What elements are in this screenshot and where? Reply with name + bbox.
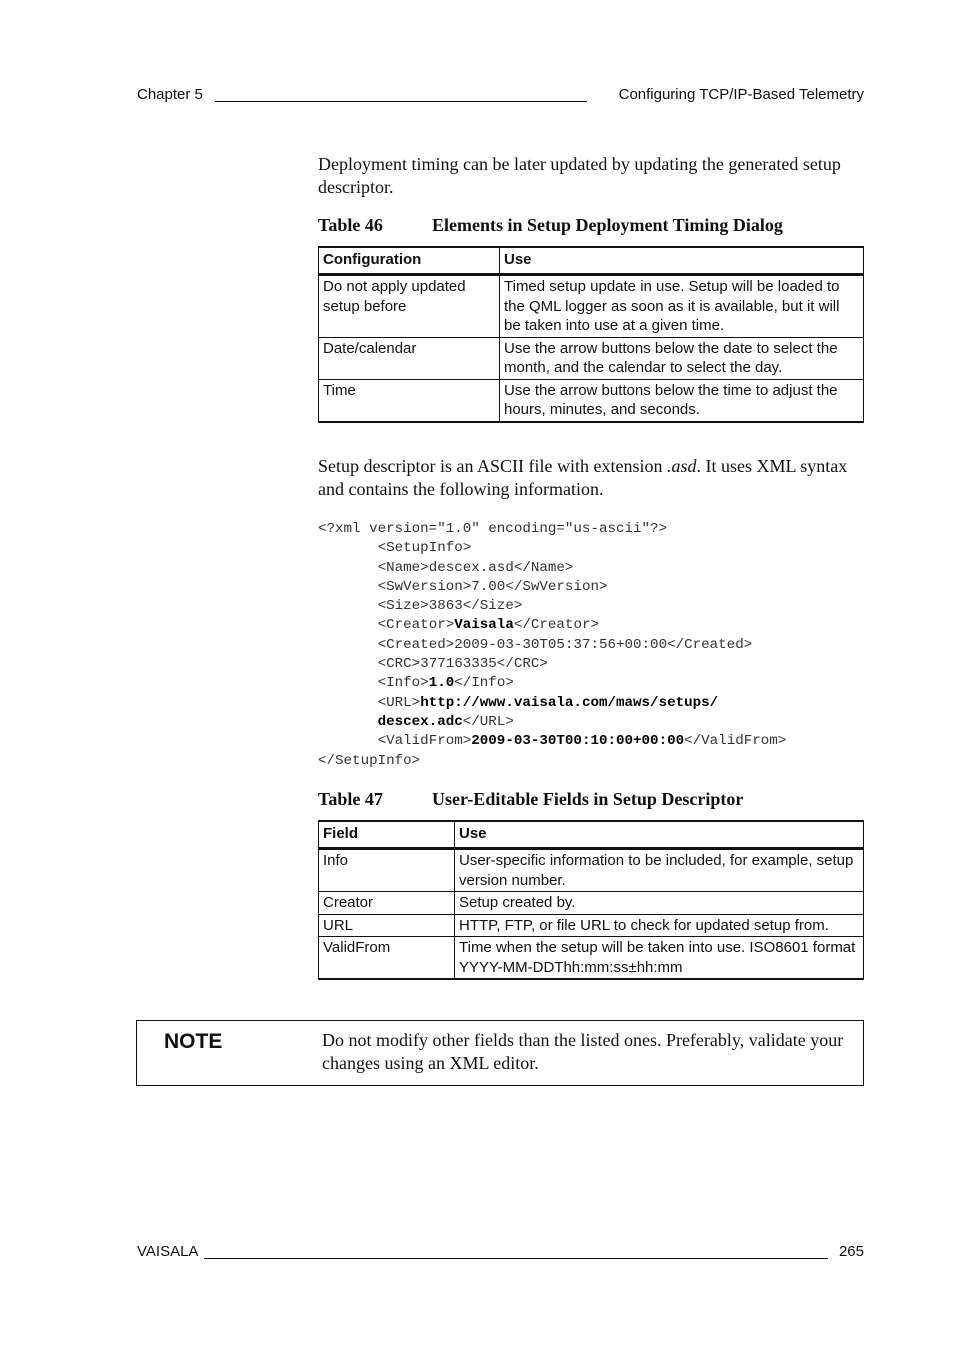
page-footer (137, 1243, 864, 1263)
note-box (136, 1020, 864, 1086)
code-line: <Created>2009-03-30T05:37:56+00:00</Created> (377, 636, 753, 653)
table-cell: Use the arrow buttons below the date to select the month, and the calendar to select the day. (500, 337, 864, 379)
table-row (319, 914, 864, 937)
code-line: <Size>3863</Size> (377, 598, 523, 615)
code-value: 1.0 (428, 675, 455, 692)
code-line: <CRC>377163335</CRC> (377, 656, 548, 673)
descriptor-text-after: . It uses XML syntax and contains the following information. (318, 456, 848, 499)
code-line: <SetupInfo> (377, 540, 472, 557)
table47-caption (318, 789, 743, 810)
table-cell: Use the arrow buttons below the time to adjust the hours, minutes, and seconds. (500, 379, 864, 422)
table-cell: ValidFrom (319, 937, 455, 980)
table46-number: Table 46 (318, 215, 383, 235)
xml-code-block (318, 520, 786, 771)
footer-rule (204, 1258, 828, 1259)
note-label: NOTE (164, 1030, 223, 1053)
table-row (319, 275, 864, 338)
code-value: Vaisala (454, 617, 514, 634)
table46-caption (318, 215, 783, 236)
table-cell: URL (319, 914, 455, 937)
table-row (319, 379, 864, 422)
table-cell: Setup created by. (455, 892, 864, 915)
column-header: Use (455, 821, 864, 849)
table-cell: HTTP, FTP, or file URL to check for updated setup from. (455, 914, 864, 937)
table-header-row (319, 821, 864, 849)
code-tag: </ValidFrom> (684, 733, 787, 750)
code-line: <Name>descex.asd</Name> (377, 559, 574, 576)
table46-title: Elements in Setup Deployment Timing Dialog (432, 215, 783, 235)
code-value: descex.adc (377, 713, 463, 730)
column-header: Use (500, 247, 864, 275)
table-header-row (319, 247, 864, 275)
code-line: <SwVersion>7.00</SwVersion> (377, 578, 608, 595)
footer-brand: VAISALA (137, 1243, 199, 1260)
column-header: Configuration (319, 247, 500, 275)
table47-title: User-Editable Fields in Setup Descriptor (432, 789, 744, 809)
code-tag: </Creator> (513, 617, 599, 634)
code-tag: </URL> (462, 713, 514, 730)
code-line: </SetupInfo> (318, 752, 421, 769)
code-tag: <Creator> (377, 617, 455, 634)
code-tag: <URL> (377, 694, 421, 711)
column-header: Field (319, 821, 455, 849)
intro-paragraph: Deployment timing can be later updated by updating the generated setup descriptor. (318, 154, 841, 197)
note-text: Do not modify other fields than the listed ones. Preferably, validate your changes using an XML editor. (322, 1030, 844, 1073)
code-tag: <ValidFrom> (377, 733, 472, 750)
table-row (319, 337, 864, 379)
table-cell: Date/calendar (319, 337, 500, 379)
table-cell: Info (319, 849, 455, 892)
table-row (319, 849, 864, 892)
table-cell: Timed setup update in use. Setup will be loaded to the QML logger as soon as it is available, but it will be taken into use at a given time. (500, 275, 864, 338)
table47 (318, 820, 864, 980)
table47-number: Table 47 (318, 789, 383, 809)
chapter-label: Chapter 5 (137, 86, 203, 103)
code-value: http://www.vaisala.com/maws/setups/ (420, 694, 719, 711)
table-cell: Do not apply updated setup before (319, 275, 500, 338)
page-number: 265 (838, 1243, 864, 1260)
descriptor-paragraph (318, 455, 866, 501)
file-extension: .asd (666, 456, 697, 476)
table-row (319, 937, 864, 980)
table-cell: Time (319, 379, 500, 422)
page-header (137, 86, 864, 106)
header-rule (215, 101, 587, 102)
code-line: <?xml version="1.0" encoding="us-ascii"?> (318, 521, 668, 537)
table-cell: Creator (319, 892, 455, 915)
table-row (319, 892, 864, 915)
code-tag: <Info> (377, 675, 429, 692)
table46 (318, 246, 864, 423)
descriptor-text-before: Setup descriptor is an ASCII file with extension (318, 456, 667, 476)
table-cell: User-specific information to be included, for example, setup version number. (455, 849, 864, 892)
code-value: 2009-03-30T00:10:00+00:00 (471, 733, 685, 750)
code-tag: </Info> (454, 675, 514, 692)
chapter-title: Configuring TCP/IP-Based Telemetry (618, 86, 864, 103)
table-cell: Time when the setup will be taken into use. ISO8601 format YYYY-MM-DDThh:mm:ss±hh:mm (455, 937, 864, 980)
